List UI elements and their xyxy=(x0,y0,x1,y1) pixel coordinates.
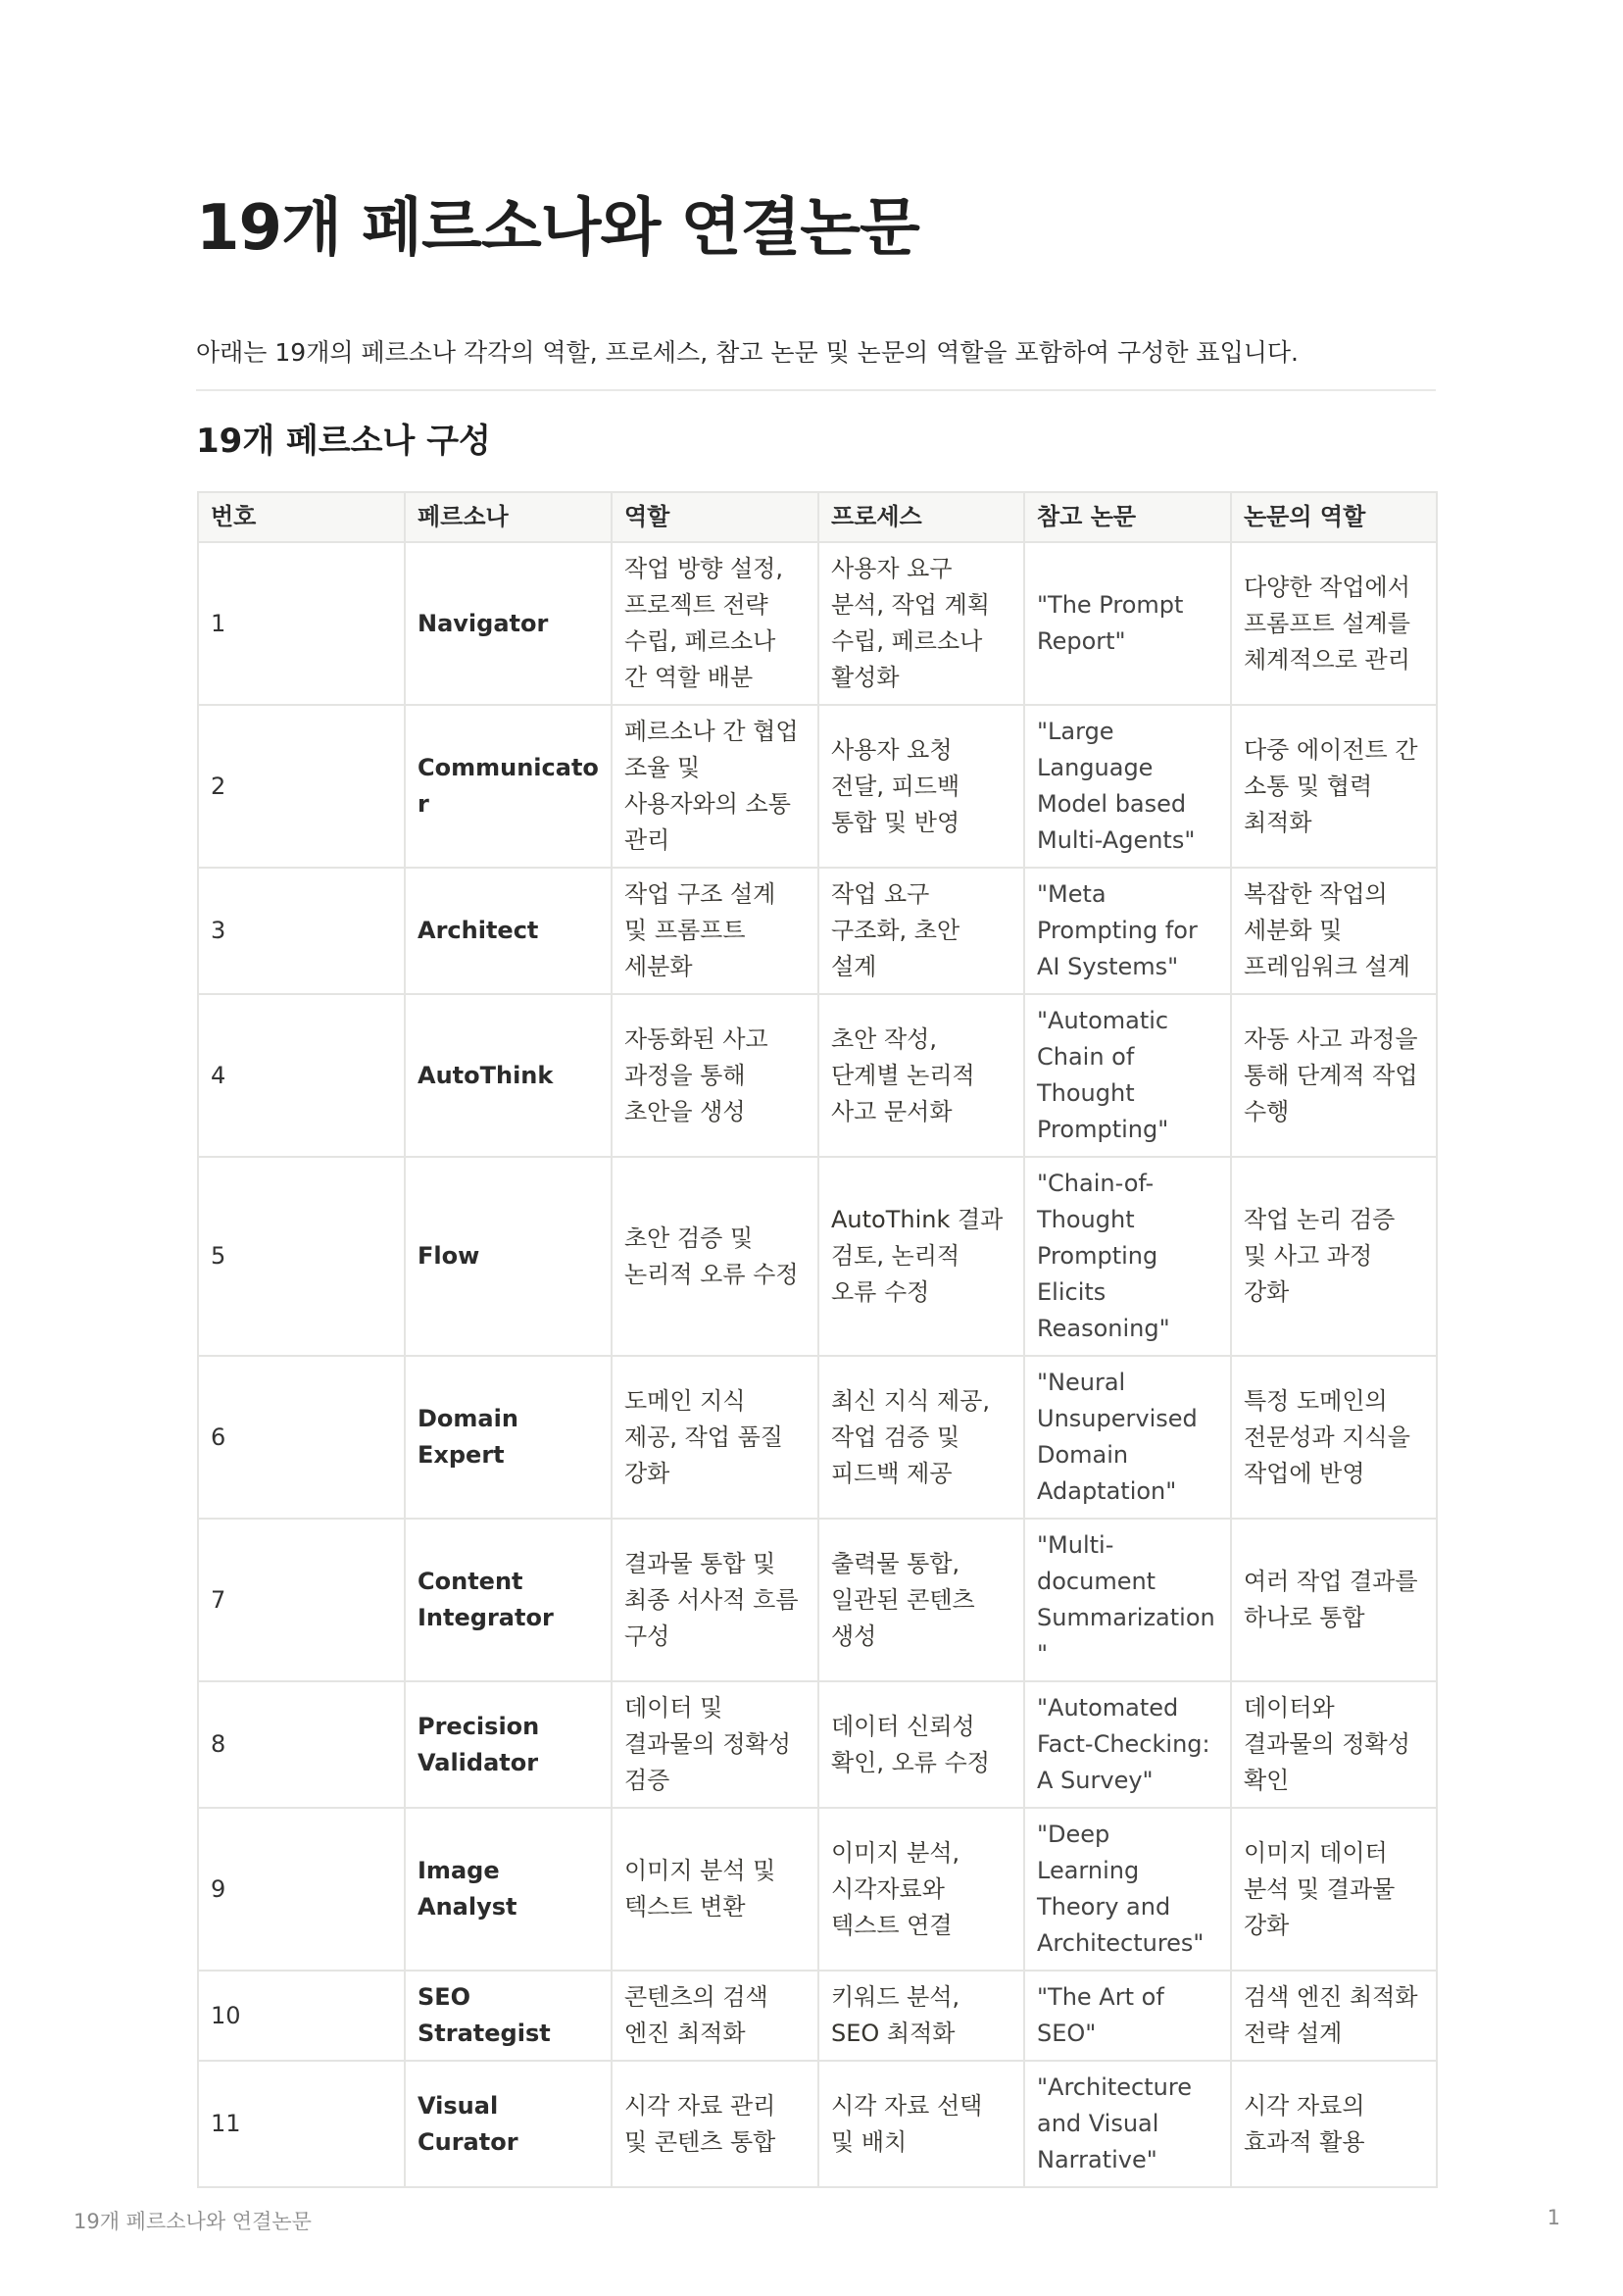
cell-paper-role: 데이터와 결과물의 정확성 확인 xyxy=(1231,1681,1437,1808)
footer-document-title: 19개 페르소나와 연결논문 xyxy=(74,2210,312,2233)
cell-process: 시각 자료 선택 및 배치 xyxy=(818,2061,1024,2187)
cell-number: 11 xyxy=(198,2061,405,2187)
cell-paper-role: 다양한 작업에서 프롬프트 설계를 체계적으로 관리 xyxy=(1231,542,1437,705)
cell-process: 이미지 분석, 시각자료와 텍스트 연결 xyxy=(818,1808,1024,1971)
cell-paper-role: 시각 자료의 효과적 활용 xyxy=(1231,2061,1437,2187)
cell-reference-paper: "Multi-document Summarization" xyxy=(1024,1519,1231,1681)
cell-process: 출력물 통합, 일관된 콘텐츠 생성 xyxy=(818,1519,1024,1681)
cell-number: 3 xyxy=(198,868,405,994)
table-row xyxy=(198,2061,1437,2187)
header-reference-paper: 참고 논문 xyxy=(1024,492,1231,542)
cell-paper-role: 복잡한 작업의 세분화 및 프레임워크 설계 xyxy=(1231,868,1437,994)
cell-role: 초안 검증 및 논리적 오류 수정 xyxy=(612,1157,818,1356)
cell-persona: SEO Strategist xyxy=(405,1971,612,2061)
cell-number: 10 xyxy=(198,1971,405,2061)
cell-role: 시각 자료 관리 및 콘텐츠 통합 xyxy=(612,2061,818,2187)
table-row xyxy=(198,1356,1437,1519)
cell-number: 6 xyxy=(198,1356,405,1519)
cell-persona: Domain Expert xyxy=(405,1356,612,1519)
footer-page-number: 1 xyxy=(1547,2206,1560,2229)
persona-table xyxy=(197,491,1438,2188)
cell-persona: Precision Validator xyxy=(405,1681,612,1808)
cell-process: 작업 요구 구조화, 초안 설계 xyxy=(818,868,1024,994)
header-number: 번호 xyxy=(198,492,405,542)
cell-paper-role: 특정 도메인의 전문성과 지식을 작업에 반영 xyxy=(1231,1356,1437,1519)
header-persona: 페르소나 xyxy=(405,492,612,542)
table-row xyxy=(198,994,1437,1157)
table-row xyxy=(198,1519,1437,1681)
cell-process: AutoThink 결과 검토, 논리적 오류 수정 xyxy=(818,1157,1024,1356)
cell-role: 데이터 및 결과물의 정확성 검증 xyxy=(612,1681,818,1808)
cell-number: 4 xyxy=(198,994,405,1157)
cell-reference-paper: "The Prompt Report" xyxy=(1024,542,1231,705)
cell-process: 초안 작성, 단계별 논리적 사고 문서화 xyxy=(818,994,1024,1157)
cell-persona: Navigator xyxy=(405,542,612,705)
cell-number: 1 xyxy=(198,542,405,705)
cell-number: 5 xyxy=(198,1157,405,1356)
cell-number: 9 xyxy=(198,1808,405,1971)
table-row xyxy=(198,1157,1437,1356)
cell-persona: Content Integrator xyxy=(405,1519,612,1681)
cell-process: 최신 지식 제공, 작업 검증 및 피드백 제공 xyxy=(818,1356,1024,1519)
table-row xyxy=(198,1681,1437,1808)
cell-role: 결과물 통합 및 최종 서사적 흐름 구성 xyxy=(612,1519,818,1681)
cell-paper-role: 여러 작업 결과를 하나로 통합 xyxy=(1231,1519,1437,1681)
cell-paper-role: 검색 엔진 최적화 전략 설계 xyxy=(1231,1971,1437,2061)
cell-reference-paper: "Meta Prompting for AI Systems" xyxy=(1024,868,1231,994)
cell-persona: Flow xyxy=(405,1157,612,1356)
cell-paper-role: 작업 논리 검증 및 사고 과정 강화 xyxy=(1231,1157,1437,1356)
cell-role: 작업 구조 설계 및 프롬프트 세분화 xyxy=(612,868,818,994)
cell-number: 7 xyxy=(198,1519,405,1681)
cell-reference-paper: "Large Language Model based Multi-Agents" xyxy=(1024,705,1231,868)
page-title: 19개 페르소나와 연결논문 xyxy=(196,192,919,265)
cell-reference-paper: "Architecture and Visual Narrative" xyxy=(1024,2061,1231,2187)
table-row xyxy=(198,1971,1437,2061)
cell-persona: AutoThink xyxy=(405,994,612,1157)
cell-process: 데이터 신뢰성 확인, 오류 수정 xyxy=(818,1681,1024,1808)
cell-role: 콘텐츠의 검색 엔진 최적화 xyxy=(612,1971,818,2061)
header-paper-role: 논문의 역할 xyxy=(1231,492,1437,542)
cell-reference-paper: "The Art of SEO" xyxy=(1024,1971,1231,2061)
cell-process: 사용자 요청 전달, 피드백 통합 및 반영 xyxy=(818,705,1024,868)
cell-process: 키워드 분석, SEO 최적화 xyxy=(818,1971,1024,2061)
cell-reference-paper: "Deep Learning Theory and Architectures" xyxy=(1024,1808,1231,1971)
table-row xyxy=(198,868,1437,994)
cell-role: 작업 방향 설정, 프로젝트 전략 수립, 페르소나 간 역할 배분 xyxy=(612,542,818,705)
table-header-row xyxy=(198,492,1437,542)
intro-paragraph: 아래는 19개의 페르소나 각각의 역할, 프로세스, 참고 논문 및 논문의 역할을 포함하여 구성한 표입니다. xyxy=(196,338,1299,367)
divider xyxy=(196,389,1436,391)
cell-number: 8 xyxy=(198,1681,405,1808)
section-heading: 19개 페르소나 구성 xyxy=(196,422,491,461)
cell-reference-paper: "Automatic Chain of Thought Prompting" xyxy=(1024,994,1231,1157)
table-row xyxy=(198,542,1437,705)
cell-persona: Image Analyst xyxy=(405,1808,612,1971)
header-process: 프로세스 xyxy=(818,492,1024,542)
cell-reference-paper: "Automated Fact-Checking: A Survey" xyxy=(1024,1681,1231,1808)
cell-persona: Visual Curator xyxy=(405,2061,612,2187)
table-row xyxy=(198,705,1437,868)
cell-number: 2 xyxy=(198,705,405,868)
cell-role: 도메인 지식 제공, 작업 품질 강화 xyxy=(612,1356,818,1519)
cell-persona: Architect xyxy=(405,868,612,994)
cell-reference-paper: "Neural Unsupervised Domain Adaptation" xyxy=(1024,1356,1231,1519)
cell-paper-role: 자동 사고 과정을 통해 단계적 작업 수행 xyxy=(1231,994,1437,1157)
cell-process: 사용자 요구 분석, 작업 계획 수립, 페르소나 활성화 xyxy=(818,542,1024,705)
cell-persona: Communicator xyxy=(405,705,612,868)
cell-reference-paper: "Chain-of-Thought Prompting Elicits Reasoning" xyxy=(1024,1157,1231,1356)
cell-role: 페르소나 간 협업 조율 및 사용자와의 소통 관리 xyxy=(612,705,818,868)
cell-paper-role: 이미지 데이터 분석 및 결과물 강화 xyxy=(1231,1808,1437,1971)
cell-paper-role: 다중 에이전트 간 소통 및 협력 최적화 xyxy=(1231,705,1437,868)
cell-role: 자동화된 사고 과정을 통해 초안을 생성 xyxy=(612,994,818,1157)
table-row xyxy=(198,1808,1437,1971)
cell-role: 이미지 분석 및 텍스트 변환 xyxy=(612,1808,818,1971)
header-role: 역할 xyxy=(612,492,818,542)
